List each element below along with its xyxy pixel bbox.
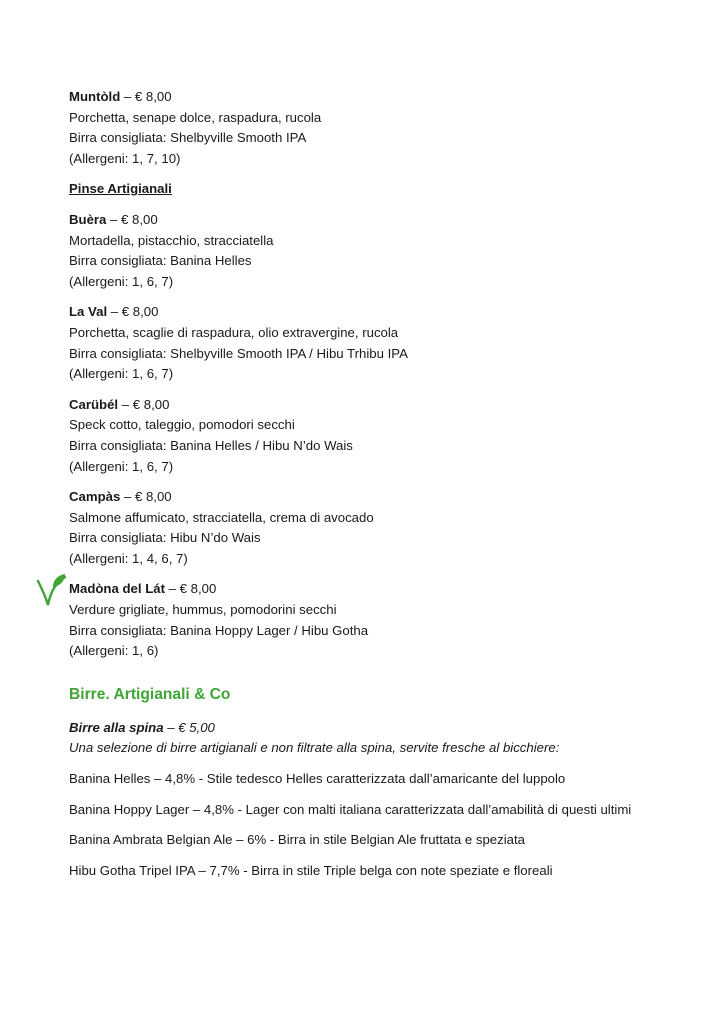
item-description: Salmone affumicato, stracciatella, crema di avocado [69,509,374,525]
vegetarian-leaf-icon [36,573,66,607]
beer-item: Banina Hoppy Lager – 4,8% - Lager con malti italiana caratterizzata dall’amabilità di questi ultimi [69,801,632,817]
item-beer-pairing: Birra consigliata: Banina Helles [69,253,252,269]
menu-item-campas [69,487,669,569]
draft-beer-description: Una selezione di birre artigianali e non filtrate alla spina, servite fresche al bicchiere: [69,740,560,756]
draft-beer-intro [69,718,669,759]
beer-item: Banina Ambrata Belgian Ale – 6% - Birra in stile Belgian Ale fruttata e speziata [69,832,525,848]
item-allergens: (Allergeni: 1, 4, 6, 7) [69,550,188,566]
draft-beer-price: – € 5,00 [163,719,215,735]
item-description: Verdure grigliate, hummus, pomodorini secchi [69,602,337,618]
item-name: La Val [69,304,108,320]
item-name: Campàs [69,489,121,505]
item-allergens: (Allergeni: 1, 6) [69,643,159,659]
item-name: Buèra [69,211,107,227]
menu-item-la-val [69,302,669,384]
item-name: Madòna del Lát [69,581,165,597]
section-title-birre: Birre. Artigianali & Co [69,685,231,703]
item-price: – € 8,00 [107,304,159,320]
menu-item-muntold [69,87,669,169]
item-price: – € 8,00 [106,211,158,227]
menu-item-madona-del-lat [69,579,669,661]
item-allergens: (Allergeni: 1, 6, 7) [69,458,174,474]
item-beer-pairing: Birra consigliata: Shelbyville Smooth IPA / Hibu Trhibu IPA [69,345,408,361]
item-description: Speck cotto, taleggio, pomodori secchi [69,417,295,433]
beer-item: Hibu Gotha Tripel IPA – 7,7% - Birra in stile Triple belga con note speziate e floreali [69,862,553,878]
item-allergens: (Allergeni: 1, 6, 7) [69,273,174,289]
beer-item: Banina Helles – 4,8% - Stile tedesco Helles caratterizzata dall’amaricante del luppolo [69,771,566,787]
item-price: – € 8,00 [120,489,172,505]
item-name: Muntòld [69,89,121,104]
item-beer-pairing: Birra consigliata: Banina Helles / Hibu N’do Wais [69,437,353,453]
section-title-pinse: Pinse Artigianali [69,181,172,197]
item-description: Porchetta, scaglie di raspadura, olio extravergine, rucola [69,324,399,340]
item-beer-pairing: Birra consigliata: Hibu N’do Wais [69,530,261,546]
item-description: Mortadella, pistacchio, stracciatella [69,232,274,248]
item-name: Carübél [69,396,119,412]
draft-beer-name: Birre alla spina [69,719,164,735]
item-price: – € 8,00 [164,581,217,597]
item-beer-pairing: Birra consigliata: Banina Hoppy Lager / Hibu Gotha [69,622,369,638]
item-allergens: (Allergeni: 1, 7, 10) [69,150,181,166]
menu-item-buera [69,210,669,292]
item-description: Porchetta, senape dolce, raspadura, rucola [69,109,322,125]
menu-item-carubel [69,395,669,477]
item-price: – € 8,00 [120,89,172,104]
item-price: – € 8,00 [118,396,170,412]
item-allergens: (Allergeni: 1, 6, 7) [69,366,174,382]
item-beer-pairing: Birra consigliata: Shelbyville Smooth IPA [69,130,307,146]
menu-page [69,87,669,891]
